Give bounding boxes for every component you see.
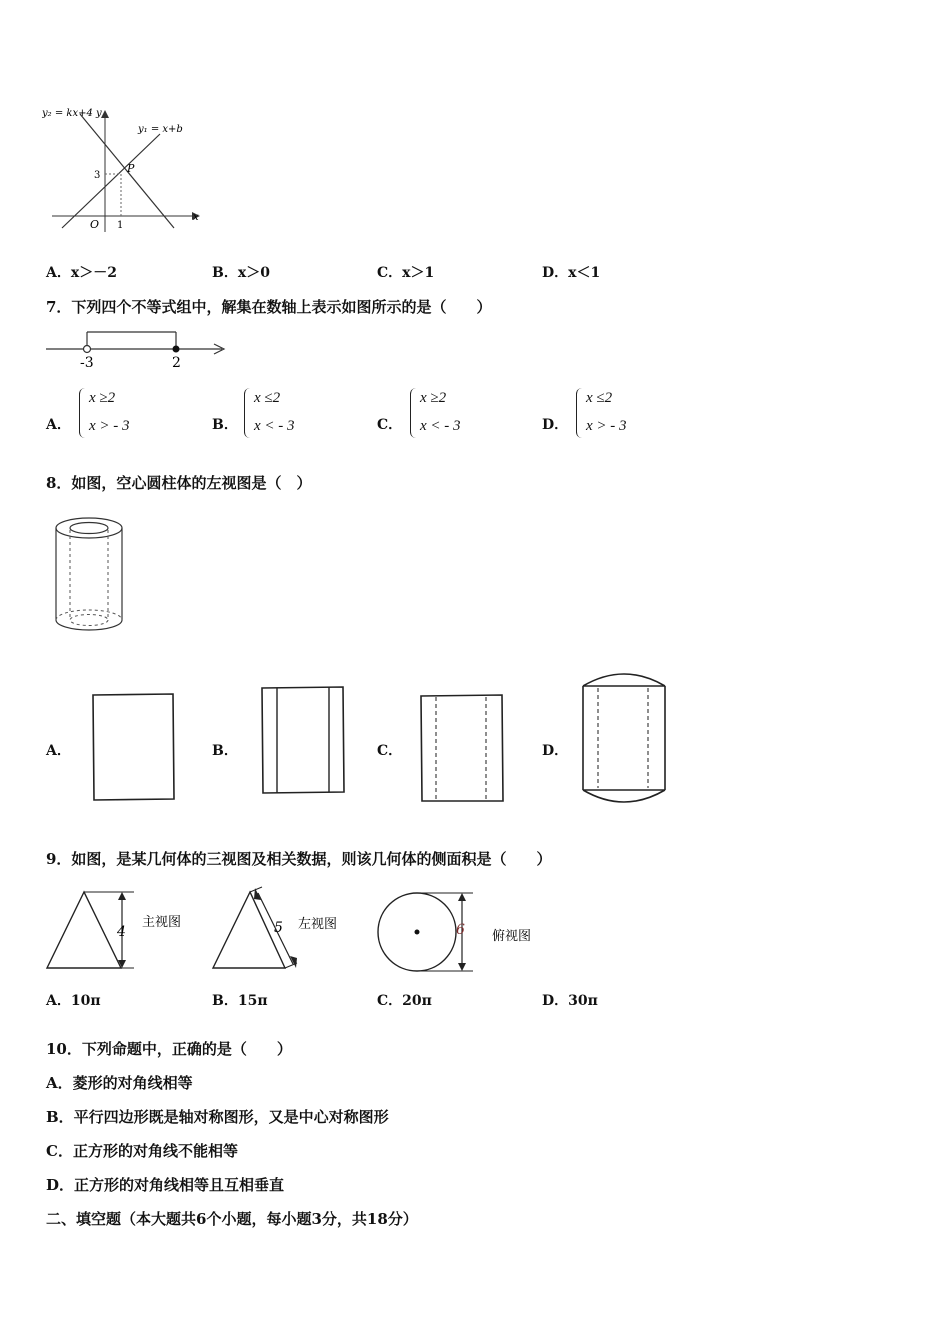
q7-option-b-letter: B． [212,417,238,433]
brace-icon [576,388,583,438]
brace-icon [410,388,417,438]
q7-axis-label-2: 2 [172,355,181,371]
q6-label-p: P [127,162,135,175]
q6-option-c: C．x＞1 [377,265,435,281]
q8-option-c-letter: C． [377,743,403,759]
q9-stem: 9．如图，是某几何体的三视图及相关数据，则该几何体的侧面积是（ ） [46,850,552,868]
q6-label-1: 1 [117,220,124,231]
q6-label-x: x [193,212,199,223]
q9-front-view [44,886,204,974]
q6-option-a: A．x＞－2 [46,265,117,281]
q10-option-d: D．正方形的对角线相等且互相垂直 [46,1176,285,1194]
q6-graph [42,104,207,236]
q7-option-a-letter: A． [46,417,71,433]
q6-label-y2: y₂ = kx+4 y [42,108,102,119]
section2-title: 二、填空题（本大题共6个小题，每小题3分，共18分） [46,1210,418,1228]
q6-option-b: B．x＞0 [212,265,270,281]
q6-option-d: D．x＜1 [542,265,601,281]
q9-side-dim: 5 [274,920,283,936]
q8-option-a-figure [90,692,176,804]
q9-option-c: C．20π [377,993,432,1009]
q10-stem: 10．下列命题中，正确的是（ ） [46,1040,292,1058]
q7-number-line [42,322,232,372]
q9-top-view [376,890,546,976]
q7-option-c-letter: C． [377,417,403,433]
q8-option-d-figure [580,668,670,810]
q7-stem: 7．下列四个不等式组中，解集在数轴上表示如图所示的是（ ） [46,298,492,316]
q9-side-view [210,884,370,976]
q9-side-label: 左视图 [298,917,338,932]
q8-option-c-figure [418,693,506,805]
q8-stem: 8．如图，空心圆柱体的左视图是（ ） [46,474,312,492]
q8-option-a-letter: A． [46,743,71,759]
brace-icon [244,388,251,438]
q6-label-o: O [90,218,100,231]
q7-option-d-letter: D． [542,417,569,433]
q9-top-label: 俯视图 [492,929,532,944]
q10-option-c: C．正方形的对角线不能相等 [46,1142,238,1160]
brace-icon [79,388,86,438]
q7-axis-label-neg3: -3 [80,355,94,371]
q9-option-a: A．10π [46,993,101,1009]
q9-option-b: B．15π [212,993,268,1009]
q9-front-label: 主视图 [142,915,182,930]
q6-label-y1: y₁ = x+b [138,124,183,135]
q8-option-b-figure [259,685,347,797]
q9-option-d: D．30π [542,993,598,1009]
q8-hollow-cylinder [52,512,132,636]
q6-label-3: 3 [94,170,101,181]
q10-option-a: A．菱形的对角线相等 [46,1074,193,1092]
q10-option-b: B．平行四边形既是轴对称图形，又是中心对称图形 [46,1108,389,1126]
q8-option-d-letter: D． [542,743,569,759]
q9-front-dim: 4 [117,924,126,940]
q9-top-dim: 6 [456,922,465,938]
q8-option-b-letter: B． [212,743,238,759]
